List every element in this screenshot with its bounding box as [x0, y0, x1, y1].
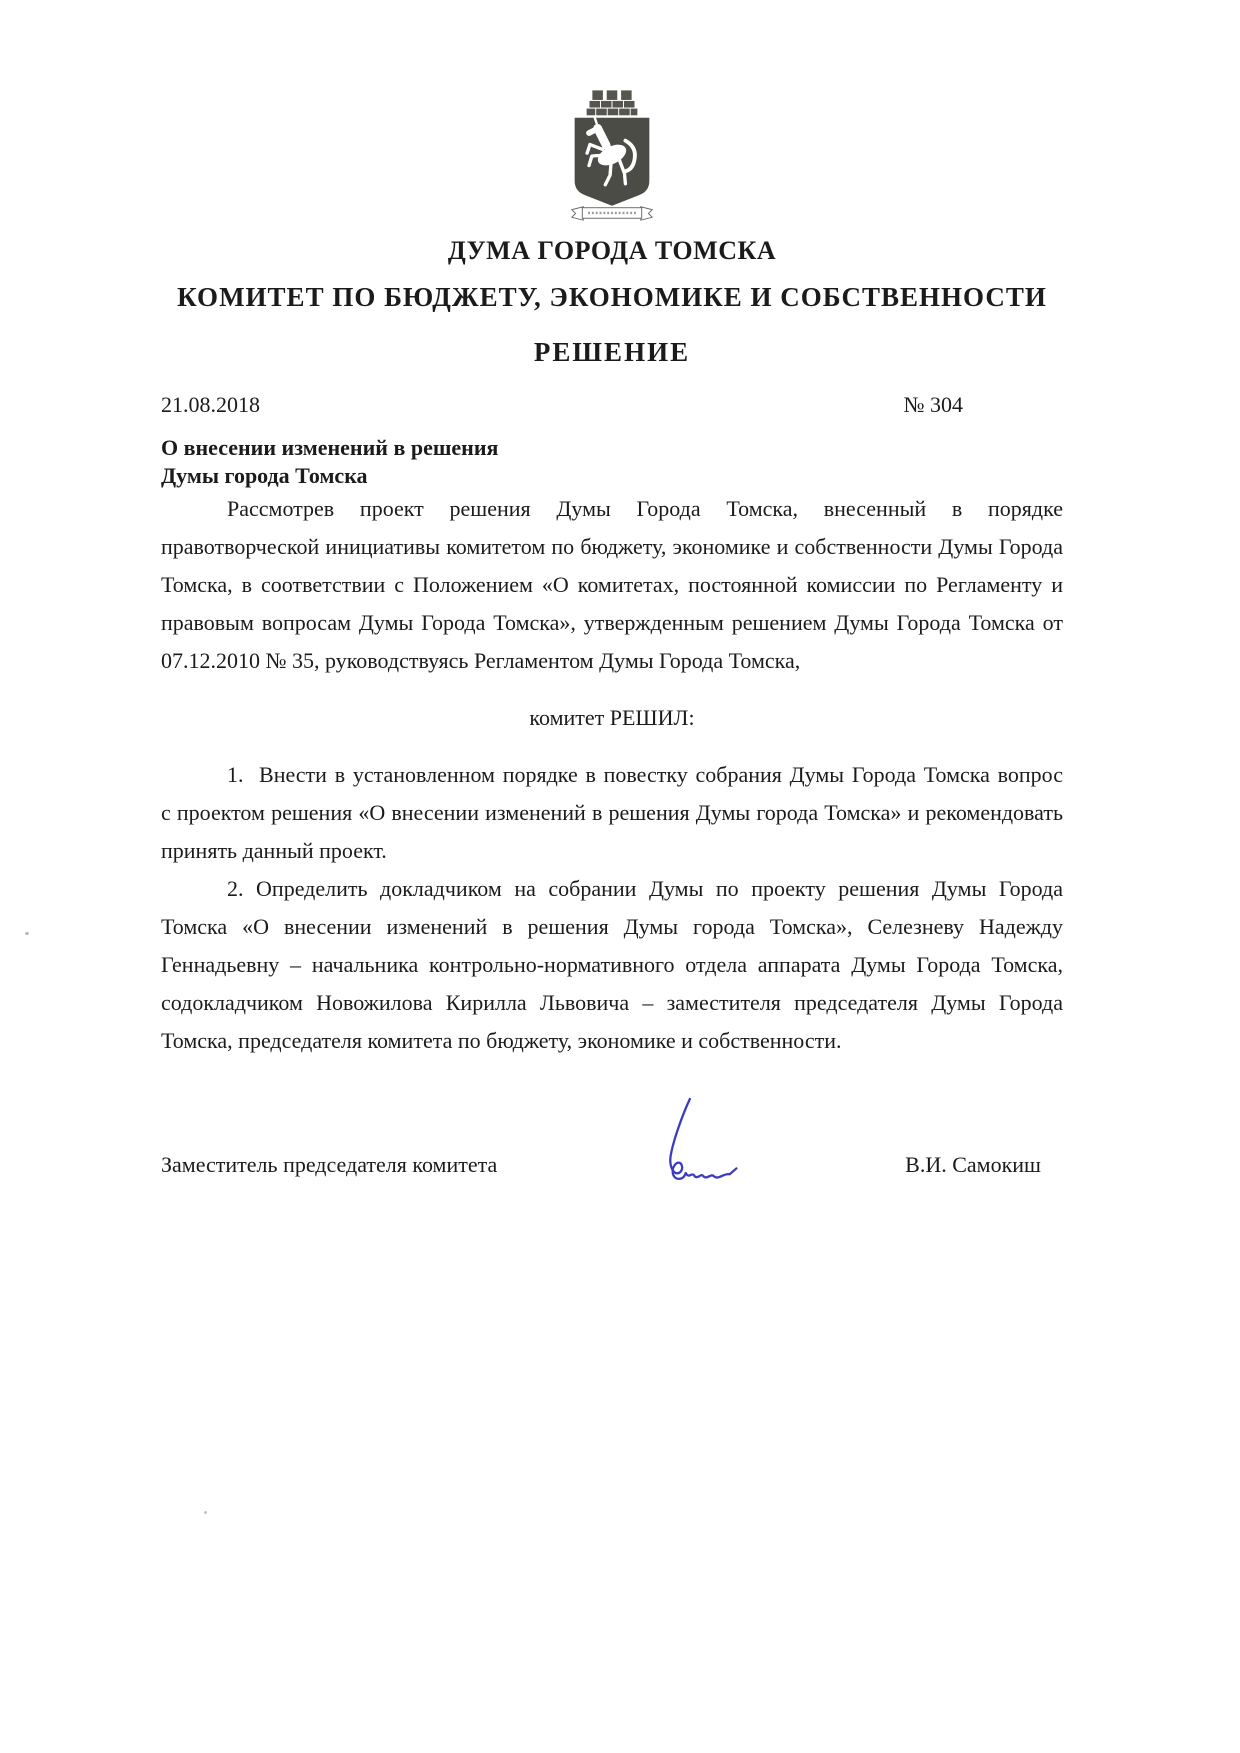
- subject-line-1: О внесении изменений в решения: [161, 435, 499, 460]
- document-type-title: РЕШЕНИЕ: [533, 337, 691, 367]
- resolution-item-1: 1. Внести в установленном порядке в повестку собрания Думы Города Томска вопрос с проектом решения «О внесении изменений в решения Думы города Томска» и рекомендовать принять данный проект.: [161, 762, 1063, 863]
- committee-name: КОМИТЕТ ПО БЮДЖЕТУ, ЭКОНОМИКЕ И СОБСТВЕННОСТИ: [177, 282, 1047, 312]
- handwritten-signature: [626, 1090, 747, 1190]
- document-date: 21.08.2018: [161, 392, 260, 417]
- signatory-position: Заместитель председателя комитета: [161, 1152, 498, 1177]
- mural-crown-icon: [586, 90, 638, 116]
- motto-ribbon-icon: [572, 207, 652, 220]
- resolution-intro: комитет РЕШИЛ:: [529, 705, 695, 730]
- document-subject: [161, 434, 1063, 490]
- preamble-paragraph: Рассмотрев проект решения Думы Города Томска, внесенный в порядке правотворческой инициативы комитетом по бюджету, экономике и собственности Думы Города Томска, в соответствии с Положением «О комитетах, постоянной комиссии по Регламенту и правовым вопросам Думы Города Томска», утвержденным решением Думы Города Томска от 07.12.2010 № 35, руководствуясь Регламентом Думы Города Томска,: [161, 496, 1063, 673]
- tomsk-coat-of-arms-icon: [564, 88, 660, 224]
- scan-speck: [204, 1511, 207, 1514]
- document-content: [161, 0, 1063, 1178]
- document-number: № 304: [903, 392, 963, 417]
- subject-line-2: Думы города Томска: [161, 463, 368, 488]
- resolution-item-2: 2. Определить докладчиком на собрании Думы по проекту решения Думы Города Томска «О внесении изменений в решения Думы города Томска», Селезневу Надежду Геннадьевну – начальника контрольно-нормативного отдела аппарата Думы Города Томска, содокладчиком Новожилова Кирилла Львовича – заместителя председателя Думы Города Томска, председателя комитета по бюджету, экономике и собственности.: [161, 876, 1063, 1053]
- date-number-row: [161, 392, 1063, 418]
- scan-speck: [25, 932, 29, 935]
- signatory-name: В.И. Самокиш: [905, 1152, 1041, 1177]
- organization-name: ДУМА ГОРОДА ТОМСКА: [447, 236, 777, 265]
- signature-block: [161, 1152, 1063, 1178]
